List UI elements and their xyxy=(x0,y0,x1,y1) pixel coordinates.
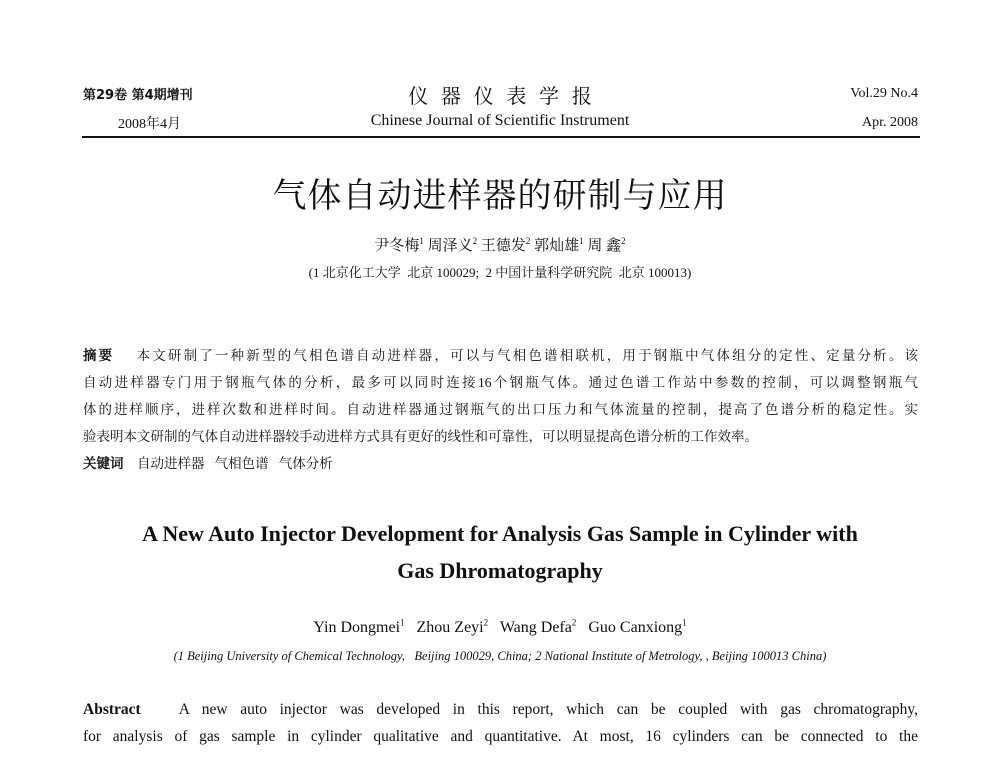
journal-name-en: Chinese Journal of Scientific Instrument xyxy=(370,112,630,129)
keywords-text: 自动进样器 气相色谱 气体分析 xyxy=(137,456,333,471)
header-rule xyxy=(82,136,920,138)
author xyxy=(587,238,625,254)
author-sup: 1 xyxy=(579,236,584,246)
abstract-line xyxy=(83,342,918,369)
abstract-text: A new auto injector was developed in this report, which can be coupled with gas chromatography, xyxy=(178,701,918,718)
affiliation-en: (1 Beijing University of Chemical Technology, Beijing 100029, China; 2 National Institute of Metrology, , Beijing 100013 China) xyxy=(173,649,827,663)
author xyxy=(500,619,577,636)
author xyxy=(588,619,686,636)
journal-name-cn: 仪 器 仪 表 学 报 xyxy=(408,84,592,108)
author-name: Wang Defa xyxy=(499,619,572,637)
author-sup: 2 xyxy=(483,618,489,628)
title-en xyxy=(0,515,1000,589)
author-sup: 1 xyxy=(419,236,424,246)
date-en: Apr. 2008 xyxy=(862,115,918,130)
author-name: Yin Dongmei xyxy=(313,619,401,637)
author-sup: 1 xyxy=(682,618,687,628)
author-name: Guo Canxiong xyxy=(588,619,683,637)
author xyxy=(374,238,424,254)
author-name: 王德发 xyxy=(480,238,526,254)
volume-issue-cn: 第29卷 第4期增刊 xyxy=(83,88,193,103)
author-sup: 2 xyxy=(472,236,478,246)
keywords-label: 关键词 xyxy=(83,456,124,471)
abstract-line: 自动进样器专门用于钢瓶气体的分析，最多可以同时连接16个钢瓶气体。通过色谱工作站中参数的控制，可以调整钢瓶气 xyxy=(83,375,918,390)
date-cn: 2008年4月 xyxy=(118,117,181,132)
abstract-line xyxy=(83,696,918,723)
author-sup: 1 xyxy=(400,618,405,628)
author-name: 郭灿雄 xyxy=(534,238,580,254)
volume-issue-en: Vol.29 No.4 xyxy=(850,86,918,101)
abstract-cn xyxy=(83,342,918,477)
author-name: 周泽义 xyxy=(427,238,473,254)
author-name: Zhou Zeyi xyxy=(416,619,484,637)
abstract-line: 体的进样顺序，进样次数和进样时间。自动进样器通过钢瓶气的出口压力和气体流量的控制，提高了色谱分析的稳定性。实 xyxy=(83,402,918,417)
author-sup: 2 xyxy=(525,236,531,246)
affiliation-cn: (1 北京化工大学 北京 100029; 2 中国计量科学研究院 北京 100013) xyxy=(308,265,692,280)
author-sup: 2 xyxy=(621,236,626,246)
authors-cn xyxy=(0,234,1000,255)
abstract-line: 验表明本文研制的气体自动进样器较手动进样方式具有更好的线性和可靠性，可以明显提高色谱分析的工作效率。 xyxy=(83,429,758,444)
abstract-en xyxy=(83,696,918,750)
abstract-text: 本文研制了一种新型的气相色谱自动进样器，可以与气相色谱相联机，用于钢瓶中气体组分的定性、定量分析。该 xyxy=(136,348,919,363)
title-en-line: A New Auto Injector Development for Analysis Gas Sample in Cylinder with xyxy=(142,521,858,546)
author xyxy=(428,238,478,254)
author-name: 尹冬梅 xyxy=(374,238,420,254)
author xyxy=(481,238,531,254)
author xyxy=(534,238,584,254)
authors-en xyxy=(0,618,1000,637)
author xyxy=(417,619,489,636)
author-name: 周 鑫 xyxy=(587,238,622,254)
keywords xyxy=(83,450,918,477)
title-cn: 气体自动进样器的研制与应用 xyxy=(272,176,728,216)
abstract-label: Abstract xyxy=(83,701,141,718)
author-sup: 2 xyxy=(571,618,577,628)
author xyxy=(313,619,404,636)
title-en-line: Gas Dhromatography xyxy=(397,558,603,583)
abstract-line: for analysis of gas sample in cylinder qualitative and quantitative. At most, 16 cylinders can be connected to the xyxy=(83,728,918,745)
abstract-label: 摘要 xyxy=(83,348,115,363)
